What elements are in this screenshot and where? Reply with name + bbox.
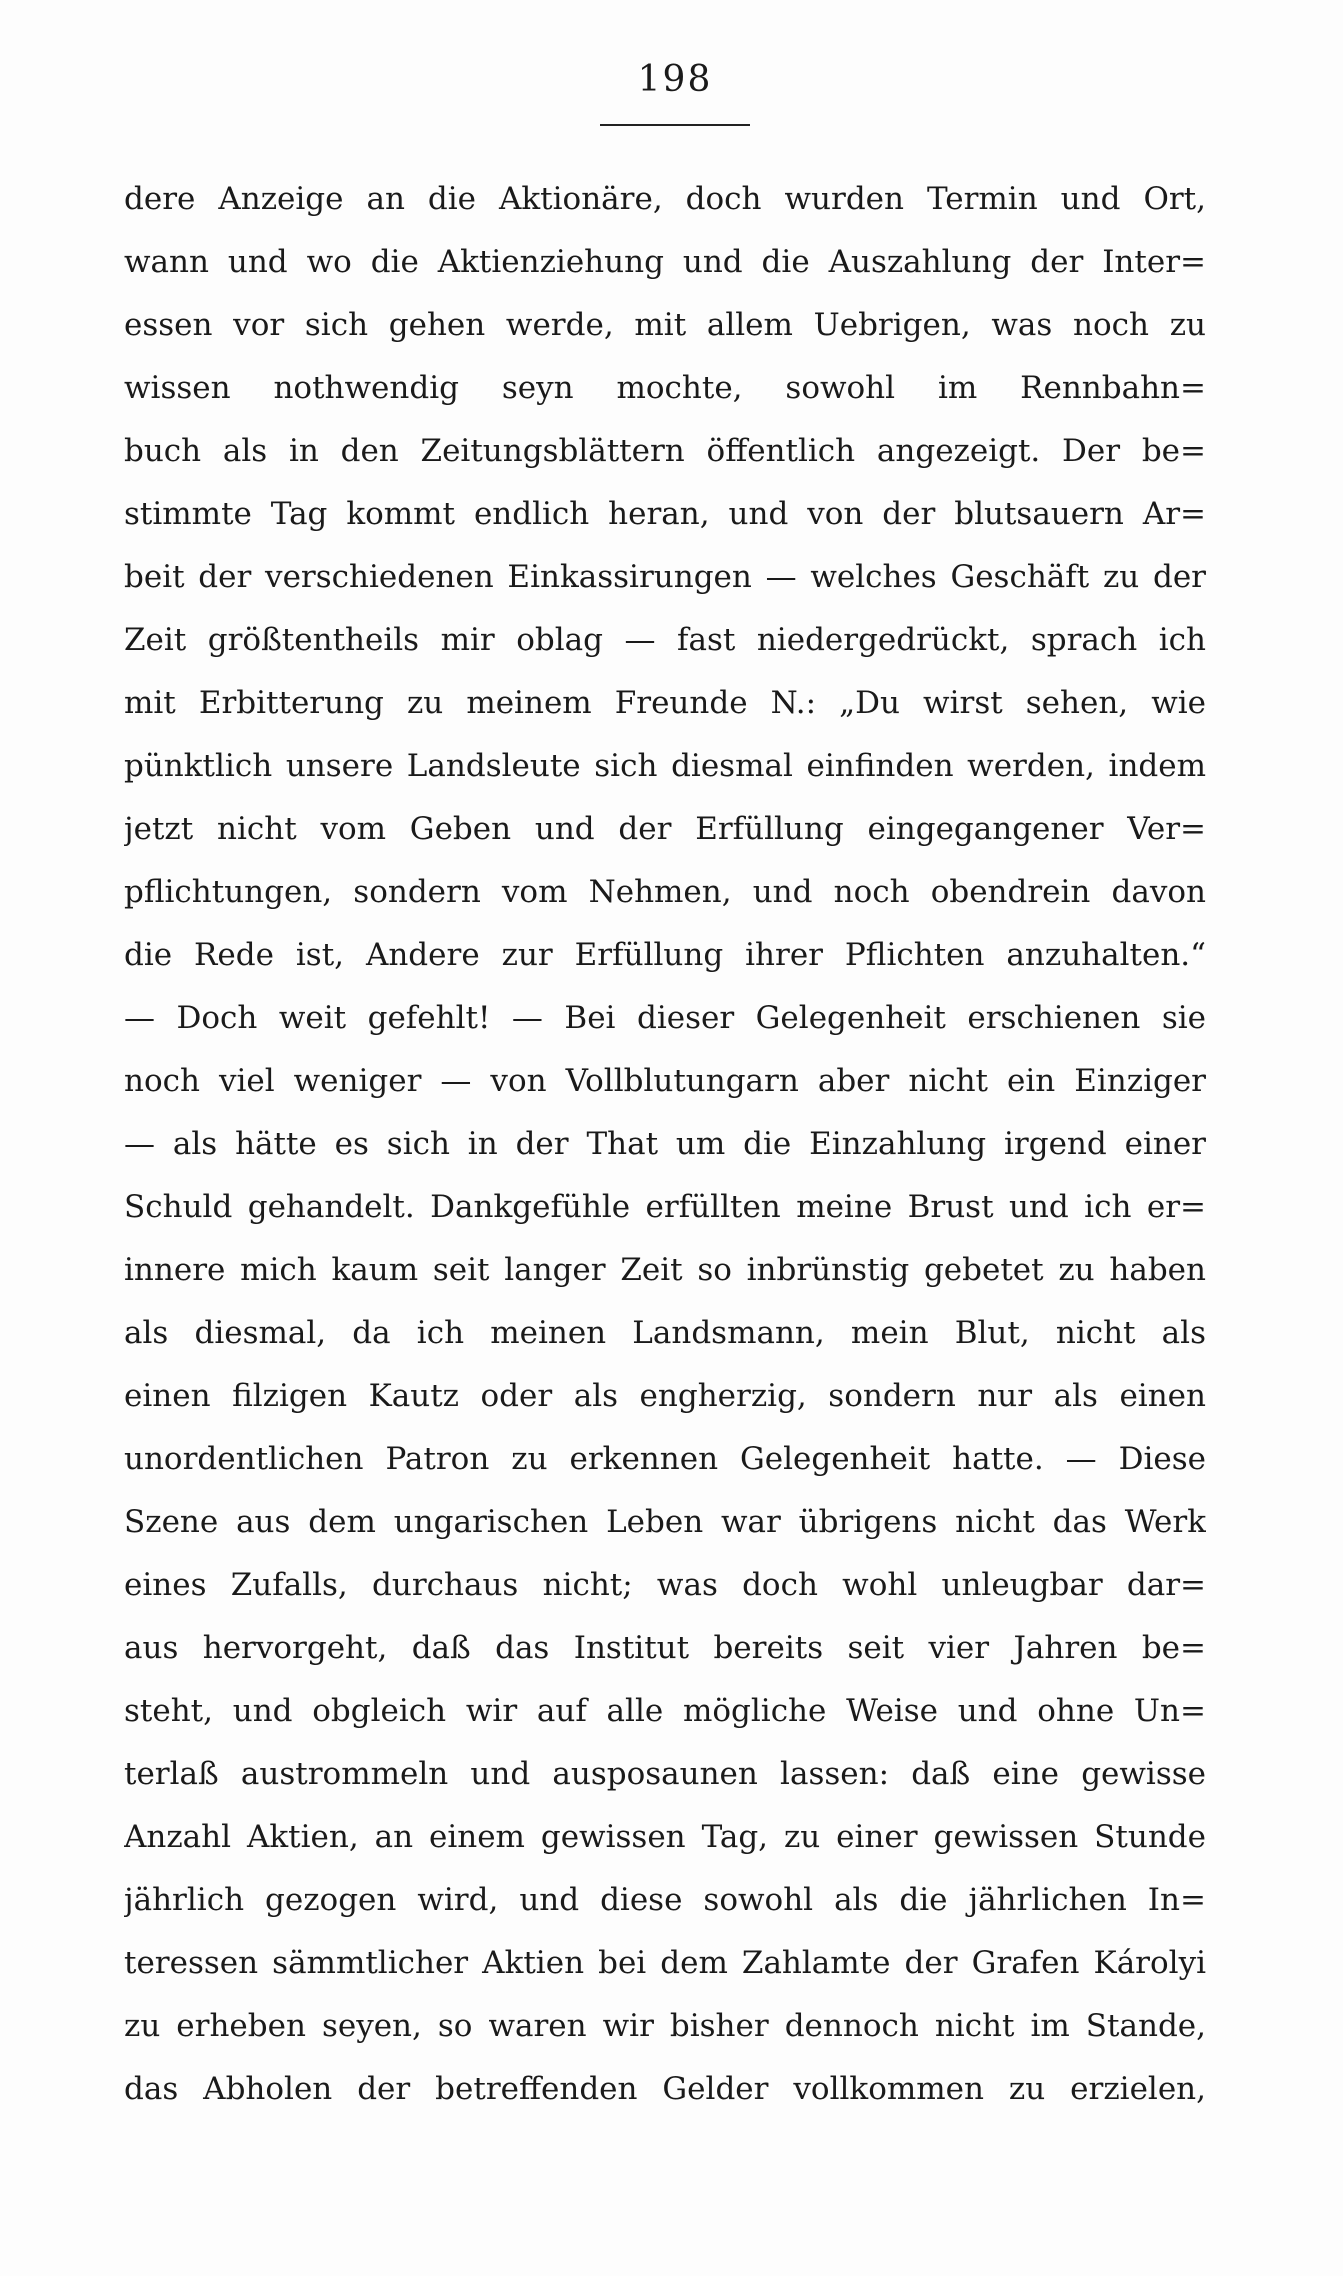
text-line: einen filzigen Kautz oder als engherzig, sondern nur als einen xyxy=(124,1378,1206,1414)
body-text xyxy=(124,168,1206,2121)
text-line: stimmte Tag kommt endlich heran, und von der blutsauern Ar= xyxy=(124,496,1206,532)
text-line: eines Zufalls, durchaus nicht; was doch wohl unleugbar dar= xyxy=(124,1567,1206,1603)
text-line: als diesmal, da ich meinen Landsmann, mein Blut, nicht als xyxy=(124,1315,1206,1351)
text-line: mit Erbitterung zu meinem Freunde N.: „Du wirst sehen, wie xyxy=(124,685,1206,721)
text-line: das Abholen der betreffenden Gelder vollkommen zu erzielen, xyxy=(124,2071,1206,2107)
text-line: buch als in den Zeitungsblättern öffentlich angezeigt. Der be= xyxy=(124,433,1206,469)
text-line: terlaß austrommeln und ausposaunen lassen: daß eine gewisse xyxy=(124,1756,1206,1792)
text-line: innere mich kaum seit langer Zeit so inbrünstig gebetet zu haben xyxy=(124,1252,1206,1288)
text-line: noch viel weniger — von Vollblutungarn aber nicht ein Einziger xyxy=(124,1063,1206,1099)
text-line: pflichtungen, sondern vom Nehmen, und noch obendrein davon xyxy=(124,874,1206,910)
text-line: — Doch weit gefehlt! — Bei dieser Gelegenheit erschienen sie xyxy=(124,1000,1206,1036)
text-line: wissen nothwendig seyn mochte, sowohl im Rennbahn= xyxy=(124,370,1206,406)
text-line: Zeit größtentheils mir oblag — fast niedergedrückt, sprach ich xyxy=(124,622,1206,658)
text-line: Szene aus dem ungarischen Leben war übrigens nicht das Werk xyxy=(124,1504,1206,1540)
page-number: 198 xyxy=(637,59,713,100)
text-line: jährlich gezogen wird, und diese sowohl als die jährlichen In= xyxy=(124,1882,1206,1918)
text-line: steht, und obgleich wir auf alle mögliche Weise und ohne Un= xyxy=(124,1693,1206,1729)
text-line: Schuld gehandelt. Dankgefühle erfüllten meine Brust und ich er= xyxy=(124,1189,1206,1225)
text-line: wann und wo die Aktienziehung und die Auszahlung der Inter= xyxy=(124,244,1206,280)
text-line: beit der verschiedenen Einkassirungen — welches Geschäft zu der xyxy=(124,559,1206,595)
page-header xyxy=(600,59,750,100)
text-line: — als hätte es sich in der That um die Einzahlung irgend einer xyxy=(124,1126,1206,1162)
header-rule xyxy=(600,124,750,126)
text-line: zu erheben seyen, so waren wir bisher dennoch nicht im Stande, xyxy=(124,2008,1206,2044)
text-line: dere Anzeige an die Aktionäre, doch wurden Termin und Ort, xyxy=(124,181,1206,217)
text-line: aus hervorgeht, daß das Institut bereits seit vier Jahren be= xyxy=(124,1630,1206,1666)
text-line: die Rede ist, Andere zur Erfüllung ihrer Pflichten anzuhalten.“ xyxy=(124,937,1206,973)
text-line: teressen sämmtlicher Aktien bei dem Zahlamte der Grafen Károlyi xyxy=(124,1945,1206,1981)
text-line: pünktlich unsere Landsleute sich diesmal einfinden werden, indem xyxy=(124,748,1206,784)
text-line: jetzt nicht vom Geben und der Erfüllung eingegangener Ver= xyxy=(124,811,1206,847)
text-line: Anzahl Aktien, an einem gewissen Tag, zu einer gewissen Stunde xyxy=(124,1819,1206,1855)
text-line: unordentlichen Patron zu erkennen Gelegenheit hatte. — Diese xyxy=(124,1441,1206,1477)
text-line: essen vor sich gehen werde, mit allem Uebrigen, was noch zu xyxy=(124,307,1206,343)
